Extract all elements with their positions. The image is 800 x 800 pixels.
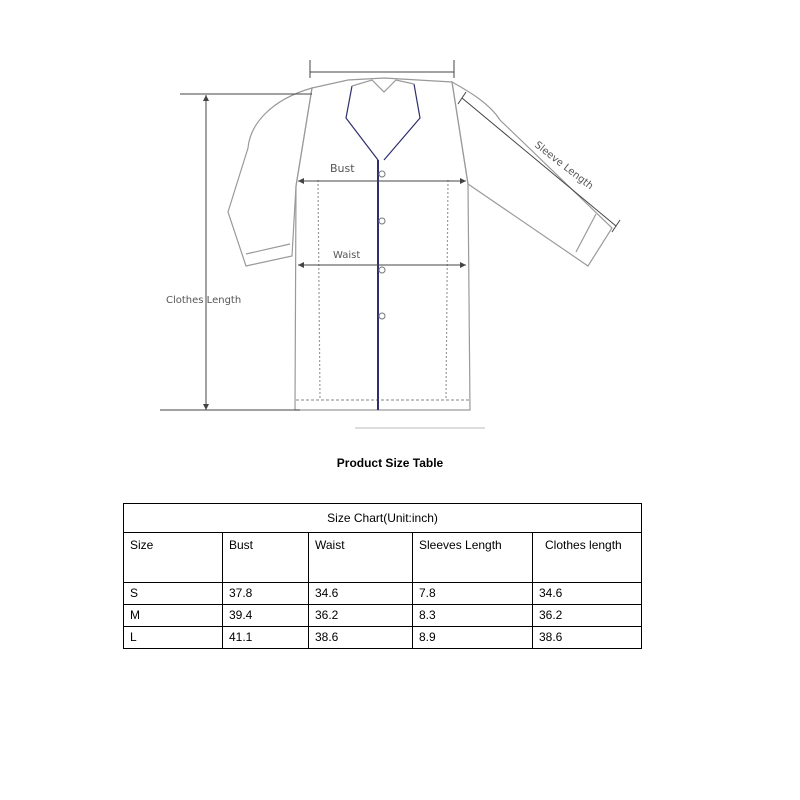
- cell: 34.6: [533, 583, 642, 605]
- left-seam: [318, 180, 320, 400]
- header-bust: Bust: [223, 533, 309, 583]
- cell: 7.8: [413, 583, 533, 605]
- button: [379, 171, 385, 177]
- table-header-row: [124, 533, 642, 583]
- table-row: [124, 605, 642, 627]
- right-lapel: [384, 84, 420, 160]
- cell: 38.6: [309, 627, 413, 649]
- collar: [352, 80, 414, 92]
- header-size: Size: [124, 533, 223, 583]
- header-sleeves-length: Sleeves Length: [413, 533, 533, 583]
- cell: 34.6: [309, 583, 413, 605]
- button: [379, 267, 385, 273]
- cell: 41.1: [223, 627, 309, 649]
- header-waist: Waist: [309, 533, 413, 583]
- cell: 39.4: [223, 605, 309, 627]
- table-caption: Size Chart(Unit:inch): [124, 504, 642, 533]
- size-table: [123, 503, 642, 649]
- right-cuff: [576, 214, 596, 252]
- table-row: [124, 583, 642, 605]
- cell: 37.8: [223, 583, 309, 605]
- left-cuff: [246, 244, 290, 254]
- cell: L: [124, 627, 223, 649]
- cell: S: [124, 583, 223, 605]
- left-sleeve: [228, 88, 312, 266]
- clothes-length-label: Clothes Length: [166, 295, 242, 306]
- waist-label: Waist: [333, 250, 361, 261]
- button: [379, 313, 385, 319]
- cell: 8.3: [413, 605, 533, 627]
- table-row: [124, 627, 642, 649]
- bust-label: Bust: [330, 162, 355, 175]
- header-clothes-length: Clothes length: [533, 533, 642, 583]
- cell: 38.6: [533, 627, 642, 649]
- cell: M: [124, 605, 223, 627]
- sleeve-length-dimension-line: [462, 98, 616, 226]
- sleeve-length-label: Sleeve Length: [532, 139, 596, 193]
- cell: 8.9: [413, 627, 533, 649]
- button: [379, 218, 385, 224]
- right-seam: [446, 180, 448, 400]
- coat-body: [295, 78, 470, 410]
- cell: 36.2: [309, 605, 413, 627]
- cell: 36.2: [533, 605, 642, 627]
- left-lapel: [346, 86, 378, 160]
- table-title: Product Size Table: [336, 456, 444, 470]
